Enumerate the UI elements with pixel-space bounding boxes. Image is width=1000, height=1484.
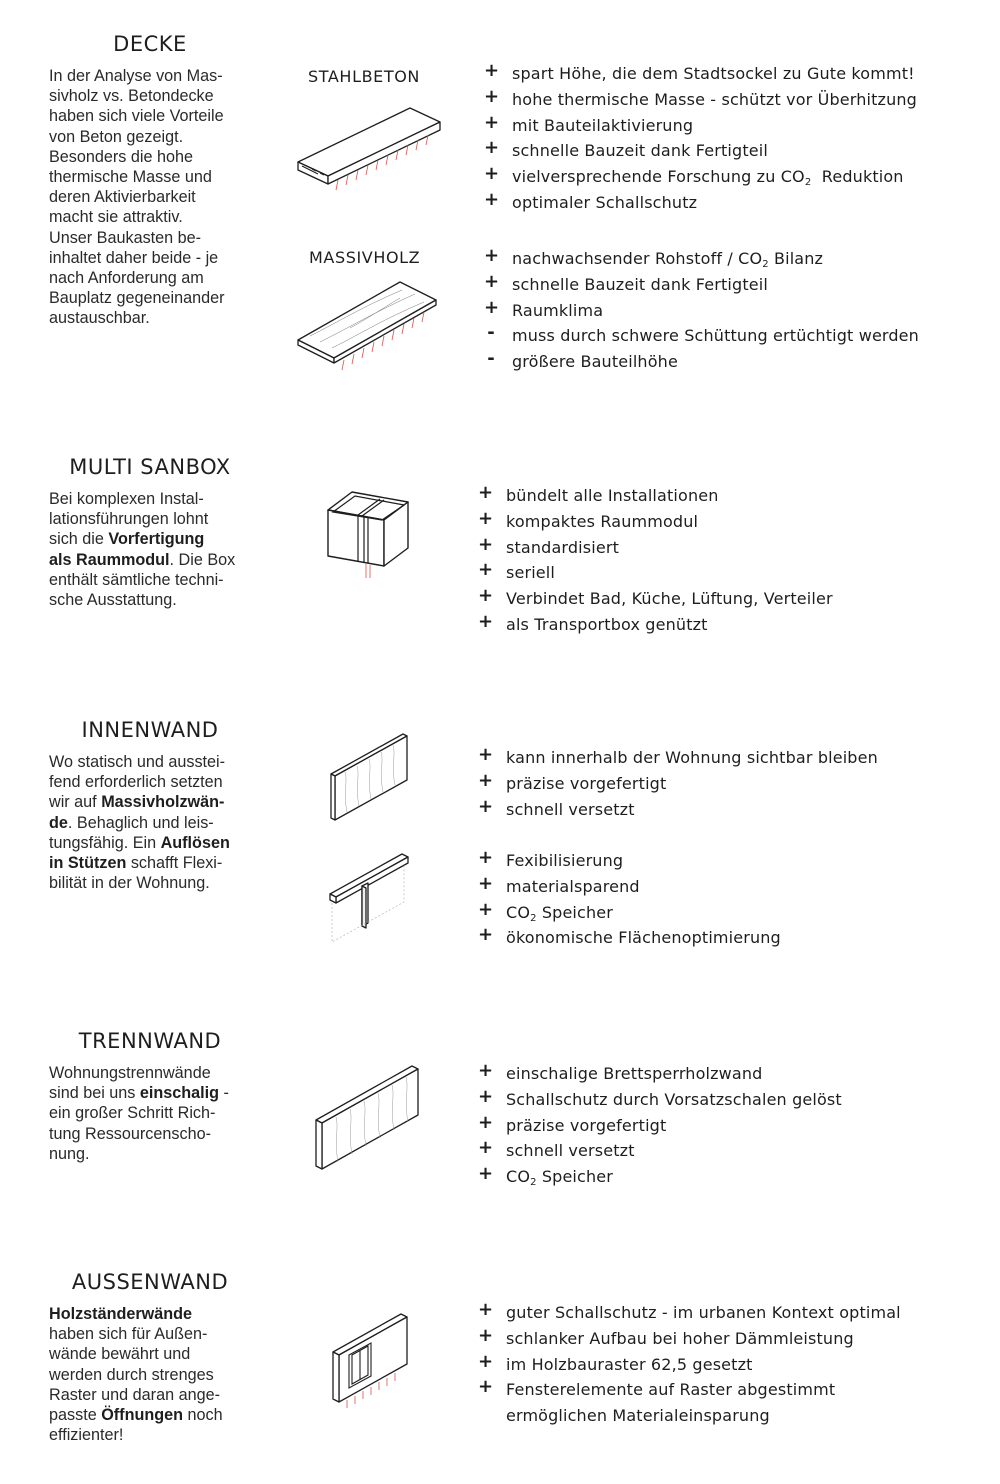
- list-item-text: seriell: [506, 563, 555, 583]
- section-title-trennwand: TRENNWAND: [78, 1029, 222, 1053]
- desc-line: Bauplatz gegeneinander: [49, 289, 225, 308]
- desc-line: macht sie attraktiv.: [49, 208, 183, 227]
- list-item-text-part: Speicher: [536, 1167, 613, 1187]
- plus-icon: +: [478, 610, 494, 632]
- subscript: 2: [804, 177, 812, 189]
- list-item-text: kompaktes Raummodul: [506, 511, 699, 531]
- list-item-text: Fensterelemente auf Raster abgestimmt: [506, 1380, 836, 1400]
- desc-text: wir auf: [49, 793, 102, 812]
- section-title-aussenwand: AUSSENWAND: [71, 1270, 229, 1294]
- list-item-text: spart Höhe, die dem Stadtsockel zu Gute kommt!: [512, 64, 915, 83]
- list-item-text: größere Bauteilhöhe: [512, 352, 678, 372]
- desc-line: [49, 1083, 229, 1103]
- list-item-text-part: CO: [506, 902, 531, 922]
- plus-icon: +: [478, 1085, 494, 1107]
- list-item-text: [506, 902, 613, 924]
- desc-line: enthält sämtliche techni-: [49, 570, 224, 589]
- desc-bold: Öffnungen: [101, 1406, 184, 1425]
- desc-line: werden durch strenges: [49, 1365, 214, 1384]
- trennwand-description: [49, 1063, 229, 1164]
- minus-icon: -: [487, 322, 495, 344]
- innenwand-panel-drawing: [325, 730, 415, 825]
- desc-line: effizienter!: [49, 1426, 124, 1445]
- desc-line: sche Ausstattung.: [49, 591, 177, 610]
- subscript: 2: [530, 912, 537, 924]
- plus-icon: +: [478, 1376, 494, 1398]
- desc-text: passte: [49, 1406, 102, 1425]
- list-item-text: Raumklima: [512, 300, 604, 320]
- desc-line: austauschbar.: [49, 309, 150, 328]
- desc-line: [49, 1405, 223, 1425]
- trennwand-panel-drawing: [310, 1062, 425, 1177]
- desc-text: sind bei uns: [49, 1084, 140, 1103]
- plus-icon: +: [478, 769, 494, 791]
- desc-text: sich die: [49, 530, 109, 549]
- list-item-text: kann innerhalb der Wohnung sichtbar bleiben: [506, 748, 878, 767]
- desc-text: tungsfähig. Ein: [49, 833, 161, 852]
- desc-line: inhaltet daher beide - je: [49, 248, 219, 267]
- desc-bold: Holzständerwände: [49, 1305, 193, 1323]
- desc-line: [49, 529, 235, 549]
- plus-icon: +: [478, 1137, 494, 1159]
- plus-icon: +: [478, 744, 494, 765]
- plus-icon: +: [484, 188, 500, 210]
- desc-line: [49, 1304, 223, 1324]
- list-item-text-part: Speicher: [536, 902, 613, 922]
- list-item-text: im Holzbauraster 62,5 gesetzt: [506, 1354, 753, 1374]
- plus-icon: +: [478, 507, 494, 529]
- plus-icon: +: [478, 795, 494, 817]
- plus-icon: +: [478, 1111, 494, 1133]
- plus-icon: +: [478, 847, 494, 868]
- list-item-text: Schallschutz durch Vorsatzschalen gelöst: [506, 1089, 842, 1109]
- aussenwand-description: [49, 1304, 223, 1445]
- list-item-text: materialsparend: [506, 876, 640, 896]
- plus-icon: +: [478, 1060, 494, 1081]
- plus-icon: +: [484, 270, 500, 292]
- list-item-text: schlanker Aufbau bei hoher Dämmleistung: [506, 1328, 854, 1348]
- desc-line: [49, 833, 230, 853]
- plus-icon: +: [484, 137, 500, 159]
- list-item-text: optimaler Schallschutz: [512, 192, 698, 212]
- innenwand-column-drawing: [322, 850, 417, 950]
- section-title-innenwand: INNENWAND: [81, 718, 219, 742]
- desc-line: sivholz vs. Betondecke: [49, 87, 214, 106]
- desc-line: Unser Baukasten be-: [49, 228, 202, 247]
- desc-bold: als Raummodul: [49, 550, 170, 569]
- list-item-text: schnell versetzt: [506, 799, 635, 819]
- desc-bold: Vorfertigung: [108, 530, 205, 549]
- list-item-text: [512, 248, 823, 270]
- list-item-text: [506, 1166, 613, 1188]
- desc-text: . Die Box: [169, 550, 236, 569]
- desc-line: haben sich viele Vorteile: [49, 107, 224, 126]
- desc-line: nach Anforderung am: [49, 269, 204, 288]
- desc-line: wände bewährt und: [49, 1345, 191, 1364]
- minus-icon: -: [487, 348, 495, 370]
- desc-line: deren Aktivierbarkeit: [49, 188, 196, 207]
- desc-line: Wo statisch und ausstei-: [49, 753, 226, 771]
- desc-line: tung Ressourcenscho-: [49, 1124, 211, 1143]
- sanbox-module-drawing: [322, 488, 417, 583]
- massivholz-slab-drawing: [290, 278, 450, 373]
- plus-icon: +: [484, 60, 500, 81]
- list-item-text: [512, 166, 904, 188]
- list-item-text: präzise vorgefertigt: [506, 1115, 667, 1135]
- desc-line: haben sich für Außen-: [49, 1325, 208, 1344]
- desc-bold: Auflösen: [160, 833, 230, 852]
- plus-icon: +: [478, 1324, 494, 1346]
- plus-icon: +: [478, 924, 494, 946]
- section-title-decke: DECKE: [113, 32, 187, 56]
- desc-text: -: [219, 1084, 229, 1103]
- list-item-text: Fexibilisierung: [506, 851, 624, 870]
- plus-icon: +: [478, 585, 494, 607]
- list-item-text-part: nachwachsender Rohstoff / CO: [512, 249, 763, 268]
- plus-icon: +: [478, 533, 494, 555]
- plus-icon: +: [484, 296, 500, 318]
- list-item-text: mit Bauteilaktivierung: [512, 115, 694, 135]
- plus-icon: +: [484, 111, 500, 133]
- desc-line: nung.: [49, 1144, 90, 1163]
- plus-icon: +: [478, 559, 494, 581]
- list-item-text: schnell versetzt: [506, 1141, 635, 1161]
- desc-text: . Behaglich und leis-: [67, 813, 214, 832]
- plus-icon: +: [484, 245, 500, 266]
- plus-icon: +: [484, 163, 500, 185]
- stahlbeton-slab-drawing: [290, 100, 450, 195]
- list-item-text: standardisiert: [506, 537, 619, 557]
- list-item-text-part: Bilanz: [768, 249, 824, 268]
- subscript: 2: [530, 1177, 537, 1189]
- plus-icon: +: [478, 1163, 494, 1185]
- list-item-text: schnelle Bauzeit dank Fertigteil: [512, 274, 768, 294]
- sanbox-description: [49, 489, 235, 610]
- list-item-text: präzise vorgefertigt: [506, 773, 667, 793]
- subscript: 2: [762, 259, 769, 270]
- desc-line: [49, 813, 230, 833]
- list-item-text: als Transportbox genützt: [506, 614, 708, 634]
- stahlbeton-title: STAHLBETON: [308, 67, 420, 86]
- desc-line: [49, 550, 235, 570]
- desc-line: Wohnungstrennwände: [49, 1064, 211, 1082]
- desc-text: schafft Flexi-: [126, 854, 223, 873]
- desc-bold: in Stützen: [49, 854, 127, 873]
- plus-icon: +: [484, 85, 500, 107]
- list-item-text: einschalige Brettsperrholzwand: [506, 1064, 763, 1083]
- desc-bold: de: [49, 813, 68, 832]
- desc-line: In der Analyse von Mas-: [49, 67, 223, 85]
- desc-text: noch: [183, 1406, 223, 1425]
- desc-line: ein großer Schritt Rich-: [49, 1104, 216, 1123]
- desc-line: thermische Masse und: [49, 168, 212, 187]
- list-item-text-part: vielversprechende Forschung zu CO: [512, 167, 805, 187]
- list-item-text: Verbindet Bad, Küche, Lüftung, Verteiler: [506, 589, 833, 609]
- desc-line: bilität in der Wohnung.: [49, 874, 210, 893]
- desc-line: lationsführungen lohnt: [49, 510, 209, 529]
- plus-icon: +: [478, 898, 494, 920]
- desc-line: fend erforderlich setzten: [49, 773, 223, 792]
- plus-icon: +: [478, 1299, 494, 1320]
- list-item-text: ökonomische Flächenoptimierung: [506, 928, 781, 948]
- desc-line: Bei komplexen Instal-: [49, 490, 204, 508]
- massivholz-title: MASSIVHOLZ: [309, 248, 421, 267]
- list-item-text: hohe thermische Masse - schützt vor Überhitzung: [512, 89, 917, 109]
- desc-bold: einschalig: [139, 1084, 220, 1103]
- desc-line: von Beton gezeigt.: [49, 127, 184, 146]
- list-item-text: muss durch schwere Schüttung ertüchtigt werden: [512, 326, 919, 346]
- decke-description: [49, 66, 225, 329]
- desc-line: Raster und daran ange-: [49, 1385, 220, 1404]
- list-item-text: ermöglichen Materialeinsparung: [506, 1406, 770, 1426]
- desc-line: Besonders die hohe: [49, 147, 193, 166]
- plus-icon: +: [478, 482, 494, 503]
- aussenwand-frame-drawing: [325, 1308, 420, 1418]
- desc-line: [49, 792, 230, 812]
- list-item-text-part: Reduktion: [811, 167, 904, 187]
- section-title-sanbox: MULTI SANBOX: [69, 455, 231, 479]
- list-item-text: bündelt alle Installationen: [506, 486, 719, 505]
- plus-icon: +: [478, 1350, 494, 1372]
- list-item-text: guter Schallschutz - im urbanen Kontext optimal: [506, 1303, 901, 1322]
- innenwand-description: [49, 752, 230, 893]
- list-item-text: schnelle Bauzeit dank Fertigteil: [512, 141, 768, 161]
- list-item-text-part: CO: [506, 1167, 531, 1187]
- plus-icon: +: [478, 872, 494, 894]
- desc-line: [49, 853, 230, 873]
- desc-bold: Massivholzwän-: [101, 793, 225, 812]
